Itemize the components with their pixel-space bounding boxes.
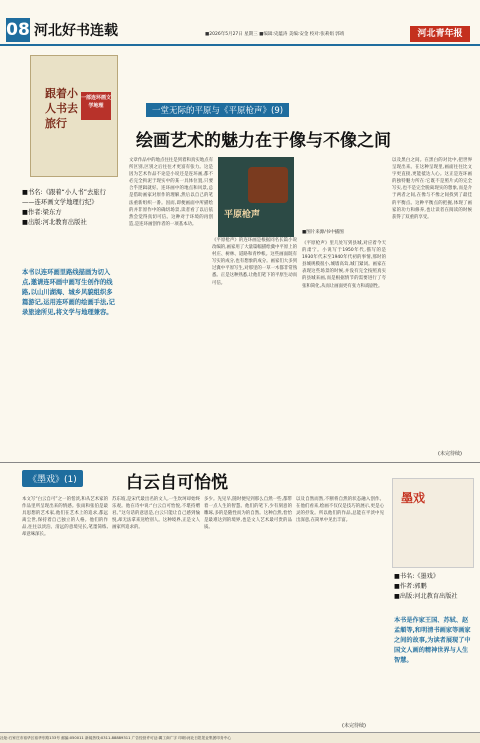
book-cover-title: 墨戏 <box>401 491 426 505</box>
article-body-column: 文章作品中的地点往往是到着和真实地点有所区别,区别之后往往才更富有张力。这是因为艺术作品不论是小说还是连环画,都不必完全拘泥于现实中的某一具体位置,只要合乎逻辑就好。连环画中的地点和风景,总是借助画家对原作的理解,然后以自己的笔法重新组织一番。因而,即便画面中所描绘的并非原作中的确切场景,读者看了以后依然会觉得真切可信。这种对于环境的再创造,是连环画创作者的一项基本功。 <box>129 158 213 227</box>
article-body-column: 苏东坡,是宋代最出名的文人,一生坎坷却始终乐观。他在诗中说:“白云自可怡悦,不堪持赠君。”这句话的意思是,白云只能让自己感到愉悦,却无法拿来送给别人。这种境界,正是文人画家所追求的。 <box>112 497 200 531</box>
page-header <box>0 0 480 48</box>
column-name: 河北好书连载 <box>34 23 118 39</box>
book-info: ■书名:《墨戏》 ■作者:郭鹏 ■出版:河北教育出版社 <box>394 573 458 600</box>
article-body-column: 本文写“白云自可”之一的恬淡,和从艺术家的作品里所呈现出来的情感。张雨和张伯是最具思想的艺术家,他们在艺术上的追求,都远离尘世,保持着自己独立的人格。他们的作品,往往以淡泊、清远的意境见长,笔墨简练,却意味深长。 <box>22 497 108 538</box>
article-body-column: 《平原枪声》的连环画是根据同名长篇小说改编的,画家用了大量篇幅描绘冀中平原上的村庄、树林、道路和青纱帐。这些画面既有写实的成分,也有想象的成分。画家们大多到过冀中平原写生,对那里的一草一木都非常熟悉。正是这种熟悉,让他们笔下的平原生动而可信。 <box>212 238 297 286</box>
poster-figure <box>248 167 288 203</box>
page-footer: 社址:石家庄市裕华区裕华东路133号 邮编:050011 新闻热线:0311-88889311 广告经营许可证:冀工商广字 印刷:河北日报报业集团印务中心 <box>0 732 480 743</box>
book-info: ■书名:《跟着“小人书”去旅行——连环画文学地理行纪》 ■作者:梁东方 ■出版:河北教育出版社 <box>22 189 106 226</box>
film-poster-image <box>218 157 294 237</box>
book-cover-image <box>392 478 474 568</box>
article-headline: 白云自可怡悦 <box>126 473 228 493</box>
to-be-continued: (未完待续) <box>342 723 366 729</box>
section-divider <box>0 462 480 463</box>
paper-logo: 河北青年报 <box>410 26 470 42</box>
page-number: 08 <box>6 20 30 40</box>
book-cover-title: 跟着小人书去旅行 <box>45 87 78 130</box>
to-be-continued: (未完待续) <box>438 451 462 457</box>
issue-meta: ■2026年5月27日 星期三 ■编辑:史蕴涛 美编:安金 校对:张莉娟 郭靖 <box>205 32 345 37</box>
article-headline: 绘画艺术的魅力在于像与不像之间 <box>136 131 391 151</box>
article-body-column: 以及自然而然,不断将自然的状态融入创作。在他们看来,绘画不仅仅是技巧的展示,更是心灵的抒发。所以他们的作品,总能在平淡中见出深意,在简单中见出丰富。 <box>296 497 384 524</box>
article-kicker: 一堂无际的平原与《平原枪声》(9) <box>146 103 289 117</box>
image-caption: ■图片来源/书中插图 <box>302 230 344 235</box>
header-rule <box>0 44 480 46</box>
article-body-column: 以及黑白之间。在黑白的对比中,把世界呈现出来。在这种呈现里,画面往往比文字更直接,更能抵达人心。这正是连环画的独特魅力所在:它既不是照片式的完全写实,也不是完全脱离现实的想象,而是介于两者之间,在像与不像之间找到了最佳的平衡点。这种平衡点的把握,体现了画家的功力和修养,也让读者在阅读的时候获得了双重的享受。 <box>392 158 472 220</box>
article-body-column: 《平原枪声》里几处写到县城,对应着今天的肃宁。小说写于1950年代,描写的是1930年代末至1940年代初的事情,那时的县城规模很小,城墙高耸,城门紧闭。画家在表现这些场景的时候,并没有完全按照真实的县城来画,而是根据情节的需要进行了夸张和简化,从而让画面更有张力和戏剧性。 <box>302 241 386 289</box>
book-cover-image <box>30 55 118 177</box>
article-body-column: 多少。先见早,随时便见到那么自然一些,都带着一点人生的智慧。他们的笔下,少有刻意的雕琢,多的是随性而为的自然。这种自然,恰恰是最难达到的境界,也是文人艺术最可贵的品质。 <box>204 497 292 531</box>
book-description: 本书是作家王国、苏轼、赵孟頫等,和明清书画家等画家之间的故事,为读者展现了中国文人画的精神世界与人生智慧。 <box>394 617 471 664</box>
poster-title: 平原枪声 <box>224 210 261 220</box>
book-description: 本书以连环画里路线描画为切入点,邀请连环画中画写生创作的线路,以山川湖海、城乡风貌组织多篇游记,运用连环画的绘画手法,记录旅途所见,将文学与地理兼容。 <box>22 269 115 316</box>
article-kicker: 《墨戏》(1) <box>22 470 83 487</box>
book-cover-stamp: 一部连环画文学地理 <box>81 92 111 120</box>
